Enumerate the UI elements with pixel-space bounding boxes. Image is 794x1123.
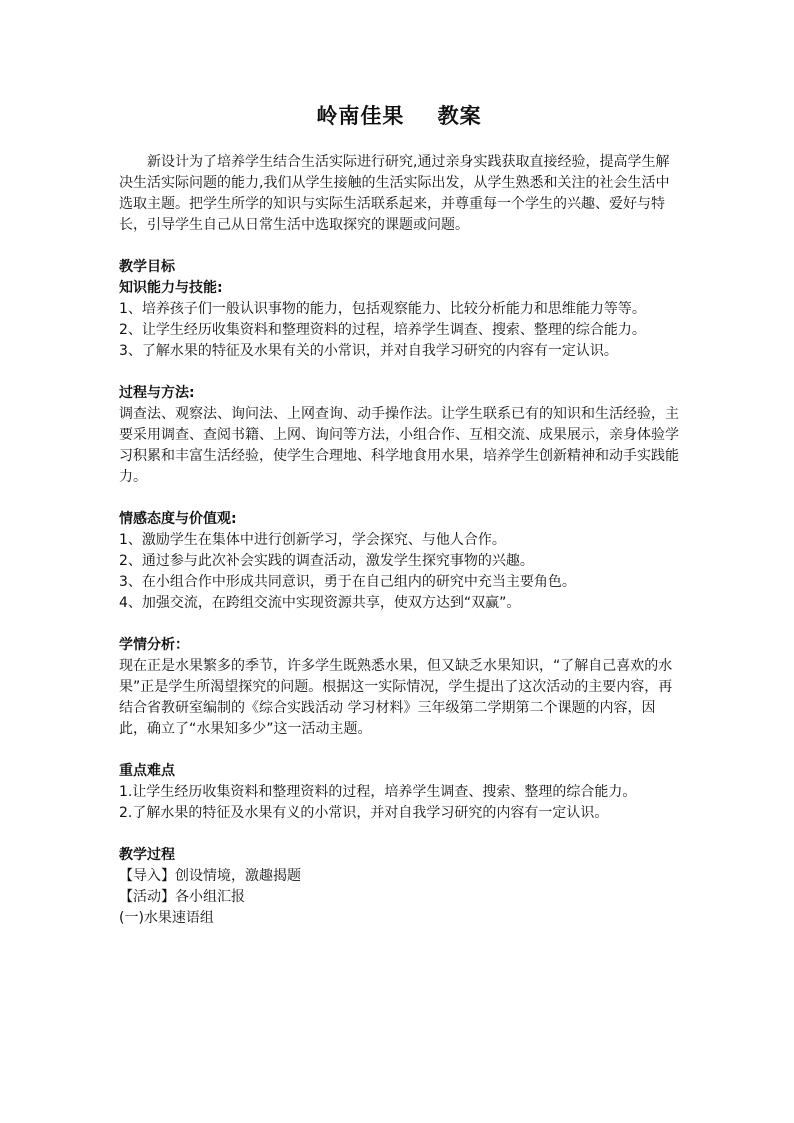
knowledge-item: 1、培养孩子们一般认识事物的能力，包括观察能力、比较分析能力和思维能力等等。	[119, 301, 646, 317]
emotion-item: 2、通过参与此次补会实践的调查活动，激发学生探究事物的兴趣。	[119, 553, 534, 569]
goals-heading: 教学目标	[119, 259, 175, 275]
emotion-item: 4、加强交流，在跨组交流中实现资源共享，使双方达到“双赢”。	[119, 595, 521, 611]
document-title: 岭南佳果 教案	[316, 103, 482, 128]
section-key-points	[119, 761, 679, 824]
teaching-process-item: (一)水果速语组	[119, 910, 214, 926]
key-point-item: 1.让学生经历收集资料和整理资料的过程，培养学生调查、搜索、整理的综合能力。	[119, 784, 637, 800]
intro-paragraph: 新设计为了培养学生结合生活实际进行研究,通过亲身实践获取直接经验，提高学生解决生活实际问题的能力,我们从学生接触的生活实际出发，从学生熟悉和关注的社会生活中选取主题。把学生所学的知识与实际生活联系起来，并尊重每一个学生的兴趣、爱好与特长，引导学生自己从日常生活中选取探究的课题或问题。	[119, 154, 670, 233]
analysis-heading: 学情分析：	[119, 637, 189, 653]
teaching-process-heading: 教学过程	[119, 847, 175, 863]
emotion-item: 3、在小组合作中形成共同意识，勇于在自己组内的研究中充当主要角色。	[119, 574, 576, 590]
process-text: 调查法、观察法、询问法、上网查询、动手操作法。让学生联系已有的知识和生活经验，主要采用调查、查阅书籍、上网、询问等方法，小组合作、互相交流、成果展示，亲身体验学习积累和丰富生活经验，使学生合理地、科学地食用水果，培养学生创新精神和动手实践能力。	[119, 406, 679, 485]
knowledge-item: 3、了解水果的特征及水果有关的小常识，并对自我学习研究的内容有一定认识。	[119, 343, 618, 359]
section-teaching-process	[119, 845, 679, 929]
emotion-heading: 情感态度与价值观:	[119, 511, 237, 527]
analysis-text: 现在正是水果繁多的季节，许多学生既熟悉水果，但又缺乏水果知识，“了解自己喜欢的水果”正是学生所渴望探究的问题。根据这一实际情况，学生提出了这次活动的主要内容，再结合省教研室编制的《综合实践活动 学习材料》三年级第二学期第二个课题的内容，因此，确立了“水果知多少”这一活动主题。	[119, 658, 673, 737]
key-points-heading: 重点难点	[119, 763, 175, 779]
document-body	[119, 100, 679, 929]
teaching-process-item: 【活动】各小组汇报	[119, 889, 245, 905]
section-analysis	[119, 635, 679, 740]
process-heading: 过程与方法:	[119, 385, 195, 401]
knowledge-item: 2、让学生经历收集资料和整理资料的过程，培养学生调查、搜索、整理的综合能力。	[119, 322, 646, 338]
emotion-item: 1、激励学生在集体中进行创新学习，学会探究、与他人合作。	[119, 532, 506, 548]
key-point-item: 2.了解水果的特征及水果有义的小常识，并对自我学习研究的内容有一定认识。	[119, 805, 609, 821]
teaching-process-item: 【导入】创设情境，激趣揭题	[119, 868, 301, 884]
knowledge-heading: 知识能力与技能:	[119, 280, 223, 296]
section-goals	[119, 257, 679, 614]
